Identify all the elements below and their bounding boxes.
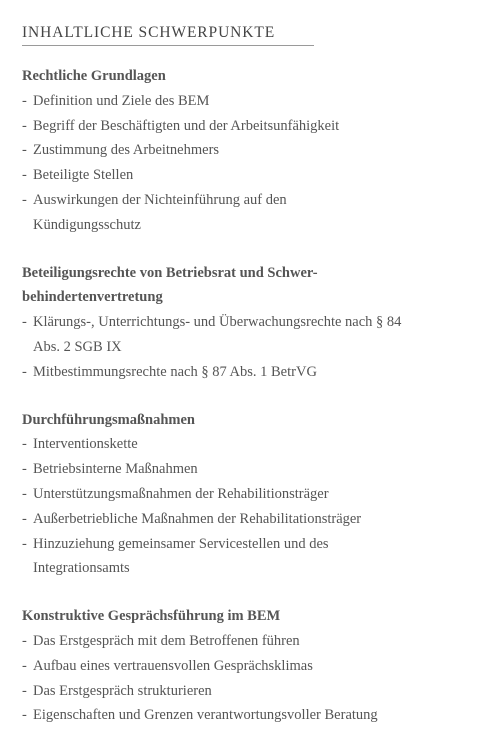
list-item: - Eigenschaften und Grenzen verantwortungsvoller Beratung	[22, 707, 378, 724]
list-item: - Außerbetriebliche Maßnahmen der Rehabilitationsträger	[22, 510, 362, 527]
list-item: - Auswirkungen der Nichteinführung auf den Kündigungsschutz	[22, 191, 287, 233]
section-gespraechsfuehrung	[22, 604, 462, 728]
list-item: - Das Erstgespräch strukturieren	[22, 682, 212, 699]
list-item: - Begriff der Beschäftigten und der Arbeitsunfähigkeit	[22, 117, 340, 134]
list-item: - Unterstützungsmaßnahmen der Rehabilitionsträger	[22, 485, 329, 502]
section-title: Konstruktive Gesprächsführung im BEM	[22, 608, 281, 625]
list-item: - Definition und Ziele des BEM	[22, 92, 210, 109]
list-item: - Mitbestimmungsrechte nach § 87 Abs. 1 BetrVG	[22, 363, 317, 380]
list-item: - Klärungs-, Unterrichtungs- und Überwachungsrechte nach § 84 Abs. 2 SGB IX	[22, 314, 402, 355]
section-title: Rechtliche Grundlagen	[22, 68, 166, 84]
list-item: - Betriebsinterne Maßnahmen	[22, 461, 198, 478]
section-title: Durchführungsmaßnahmen	[22, 411, 195, 428]
list-item: - Hinzuziehung gemeinsamer Servicestellen und des Integrationsamts	[22, 535, 329, 577]
section-title: Beteiligungsrechte von Betriebsrat und Schwer- behindertenvertretung	[22, 264, 318, 306]
list-item: - Aufbau eines vertrauensvollen Gesprächsklimas	[22, 657, 313, 674]
section-durchfuehrungsmassnahmen	[22, 408, 462, 582]
page-heading: INHALTLICHE SCHWERPUNKTE	[22, 24, 276, 41]
heading-underline	[22, 45, 314, 46]
content-page	[22, 0, 462, 728]
section-beteiligungsrechte	[22, 261, 462, 385]
list-item: - Das Erstgespräch mit dem Betroffenen führen	[22, 632, 300, 649]
section-rechtliche-grundlagen	[22, 64, 462, 238]
list-item: - Interventionskette	[22, 436, 138, 453]
list-item: - Zustimmung des Arbeitnehmers	[22, 142, 220, 159]
list-item: - Beteiligte Stellen	[22, 167, 134, 184]
